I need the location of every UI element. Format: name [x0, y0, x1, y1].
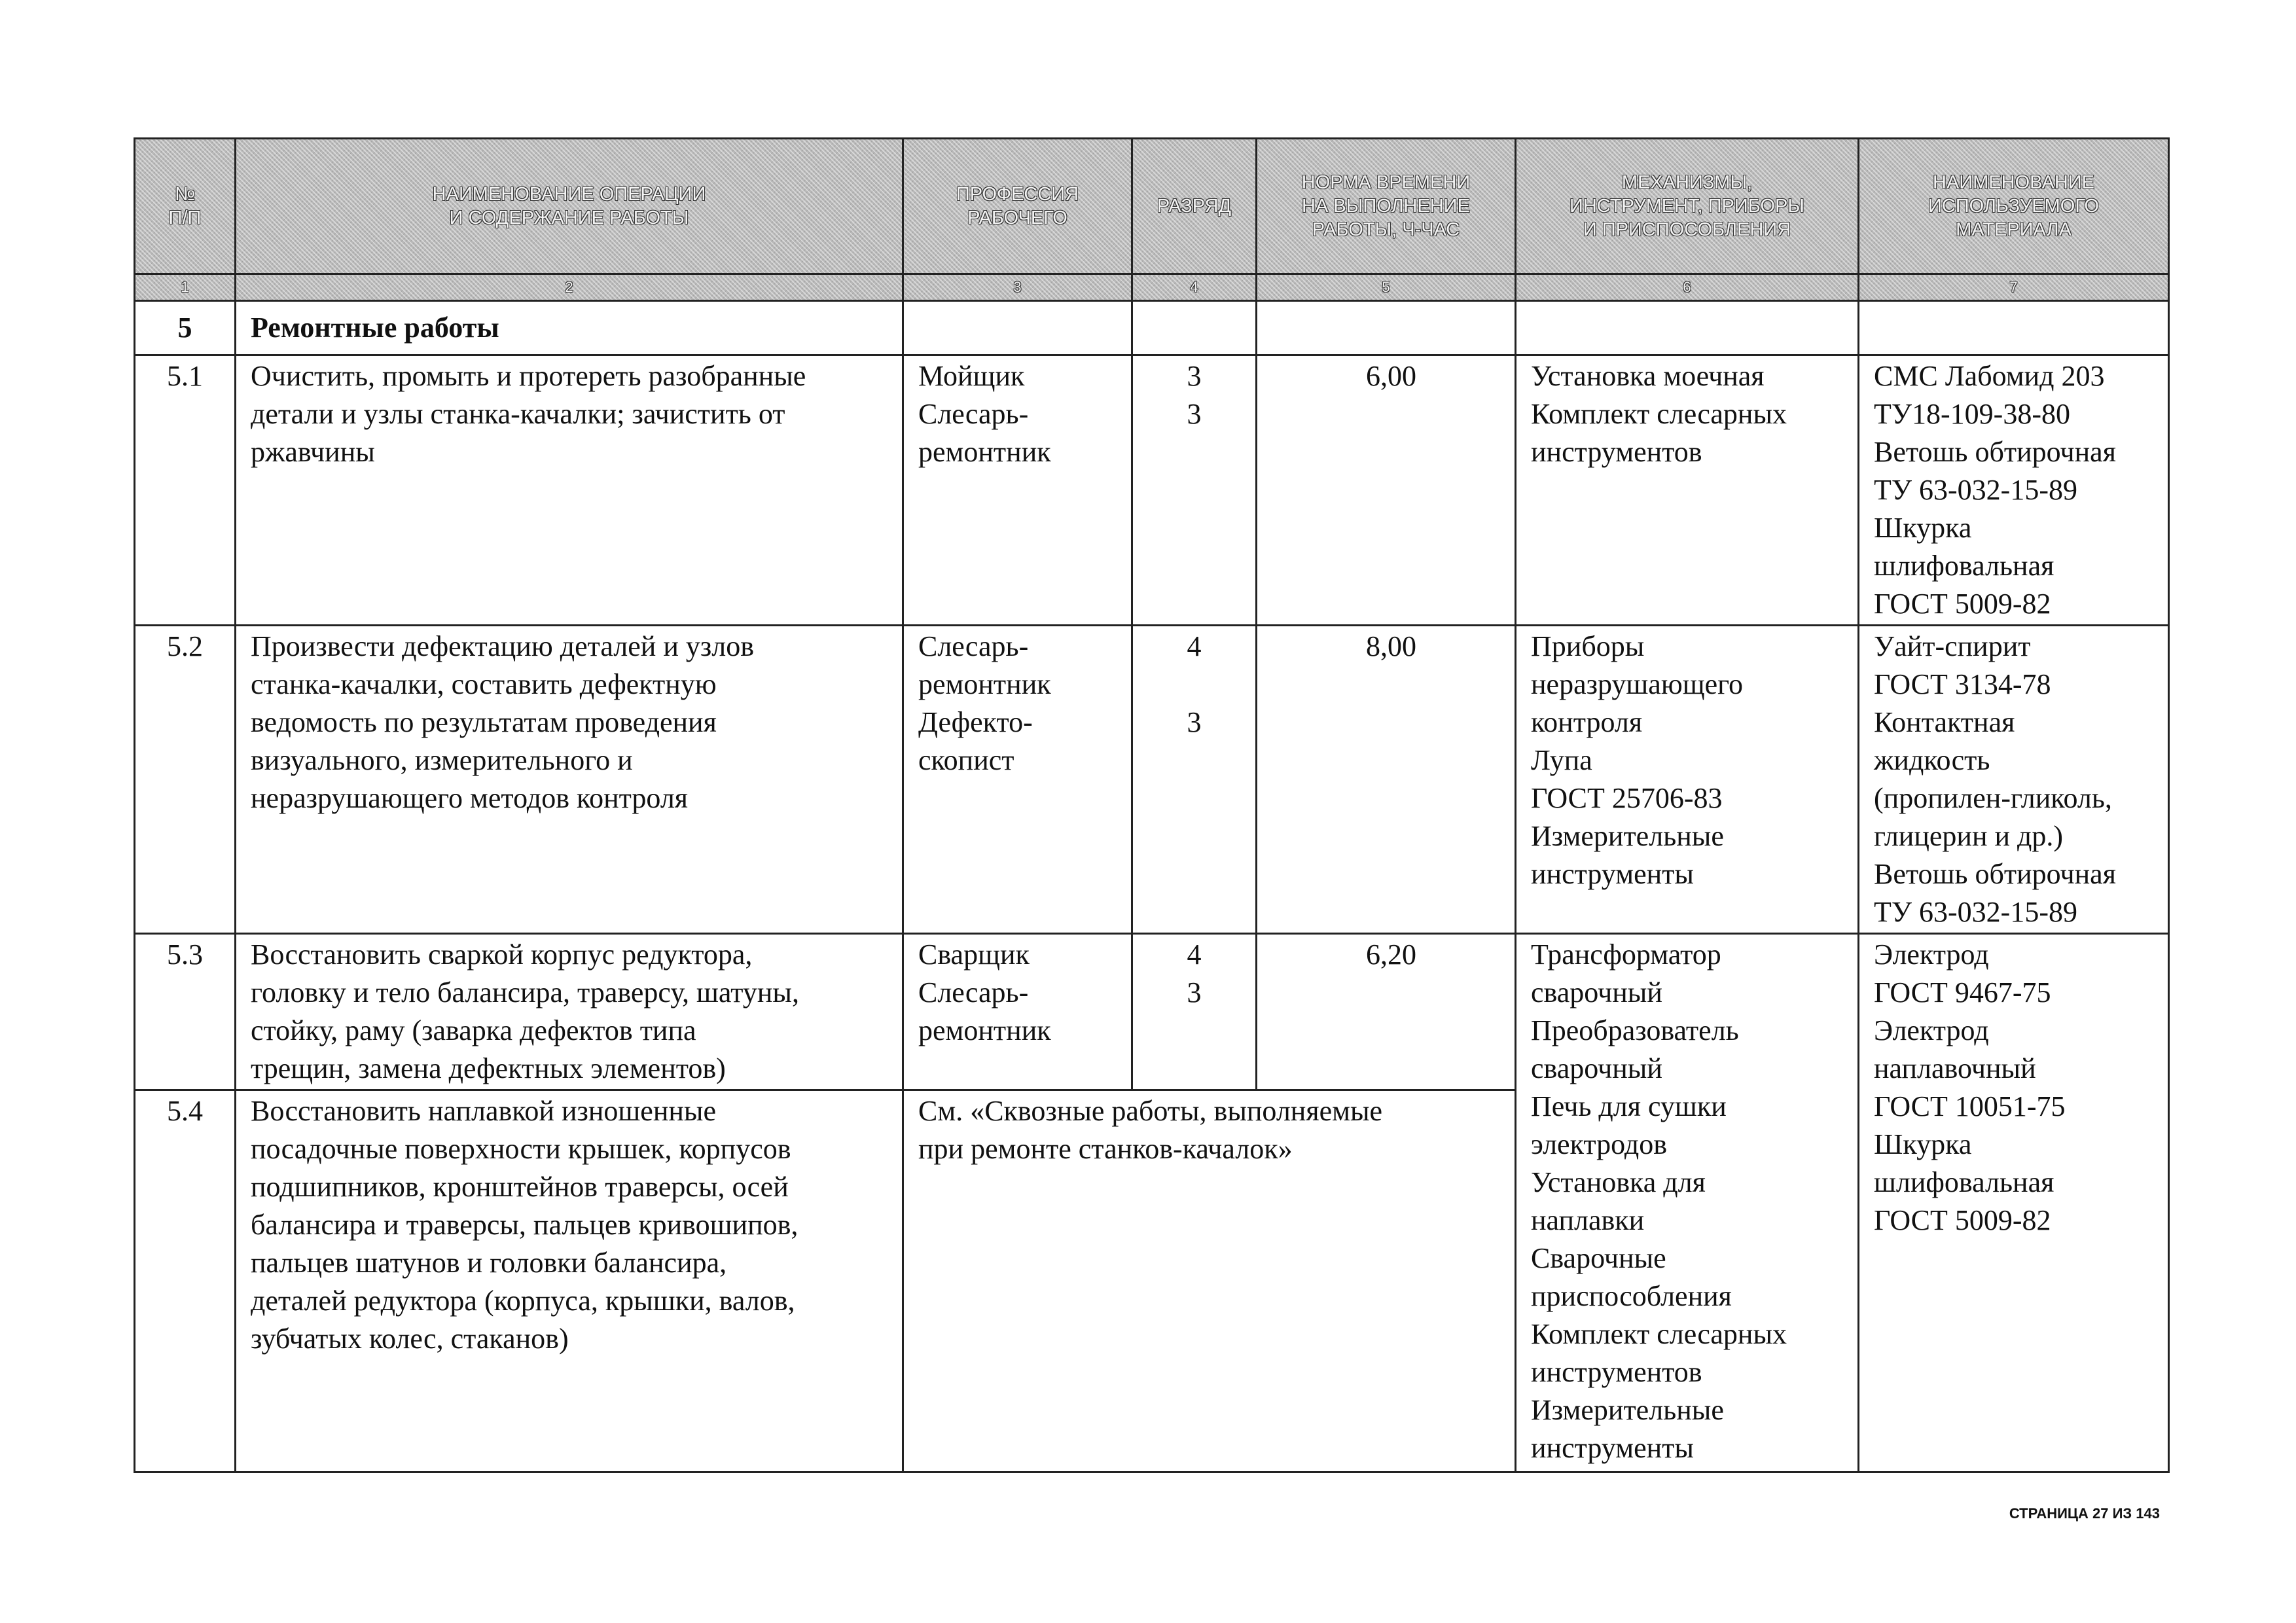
page-number-label: СТРАНИЦА 27 ИЗ 143 — [2009, 1505, 2160, 1522]
text-line: станка-качалки, составить дефектную — [251, 668, 717, 700]
text-line: зубчатых колес, стаканов) — [251, 1323, 569, 1355]
grade-value — [1132, 934, 1257, 1090]
text-line: ТУ18-109-38-80 — [1874, 398, 2070, 430]
text-line: головку и тело балансира, траверсу, шатуны, — [251, 976, 799, 1008]
grade-value — [1132, 626, 1257, 934]
text-line: Ветошь обтирочная — [1874, 436, 2116, 468]
text-line: ГОСТ 25706-83 — [1531, 782, 1723, 814]
column-number-row — [135, 274, 2169, 301]
header-text-line: П/П — [168, 207, 202, 228]
text-line: приспособления — [1531, 1280, 1732, 1312]
shared-materials-text — [1859, 934, 2169, 1472]
text-line: Электрод — [1874, 1014, 1989, 1046]
header-cell-operation — [236, 139, 903, 274]
column-number: 5 — [1257, 274, 1516, 301]
header-cell-profession — [903, 139, 1132, 274]
row-number: 5.3 — [135, 934, 236, 1090]
text-line: шлифовальная — [1874, 1166, 2054, 1198]
text-line: наплавки — [1531, 1204, 1645, 1236]
text-line: 3 — [1187, 360, 1202, 392]
empty-cell — [1859, 301, 2169, 355]
header-text-line: МАТЕРИАЛА — [1956, 219, 2072, 240]
text-line: наплавочный — [1874, 1052, 2036, 1084]
text-line: ремонтник — [918, 436, 1051, 468]
text-line: контроля — [1531, 706, 1643, 738]
text-line: ведомость по результатам проведения — [251, 706, 717, 738]
header-cell-materials — [1859, 139, 2169, 274]
table-row — [135, 626, 2169, 934]
materials-text — [1859, 626, 2169, 934]
header-text-line: РАБОЧЕГО — [967, 207, 1067, 228]
tools-text — [1516, 355, 1859, 626]
text-line: Шкурка — [1874, 512, 1972, 544]
text-line: ТУ 63-032-15-89 — [1874, 896, 2077, 928]
text-line: Уайт-спирит — [1874, 630, 2031, 662]
text-line: Восстановить сваркой корпус редуктора, — [251, 938, 753, 971]
text-line: Произвести дефектацию деталей и узлов — [251, 630, 754, 662]
header-cell-grade — [1132, 139, 1257, 274]
text-line: неразрушающего методов контроля — [251, 782, 689, 814]
text-line: инструментов — [1531, 436, 1702, 468]
text-line: Контактная — [1874, 706, 2015, 738]
text-line: подшипников, кронштейнов траверсы, осей — [251, 1171, 789, 1203]
text-line: Дефекто- — [918, 706, 1033, 738]
header-text-line: ИСПОЛЬЗУЕМОГО — [1928, 196, 2099, 217]
tools-text — [1516, 626, 1859, 934]
text-line: 3 — [1187, 976, 1202, 1008]
row-number: 5.4 — [135, 1090, 236, 1472]
section-number: 5 — [135, 301, 236, 355]
profession-text — [903, 934, 1132, 1090]
operation-text — [236, 1090, 903, 1472]
operation-text — [236, 355, 903, 626]
text-line: жидкость — [1874, 744, 1990, 776]
text-line: Слесарь- — [918, 976, 1029, 1008]
text-line: сварочный — [1531, 976, 1662, 1008]
text-line: ремонтник — [918, 1014, 1051, 1046]
see-also-reference — [903, 1090, 1516, 1472]
text-line: Установка для — [1531, 1166, 1706, 1198]
empty-cell — [1132, 301, 1257, 355]
text-line: Электрод — [1874, 938, 1989, 971]
operation-text — [236, 934, 903, 1090]
text-line: См. «Сквозные работы, выполняемые — [918, 1095, 1383, 1127]
column-number: 6 — [1516, 274, 1859, 301]
text-line: ГОСТ 10051-75 — [1874, 1090, 2066, 1122]
text-line: шлифовальная — [1874, 550, 2054, 582]
text-line: 3 — [1187, 706, 1202, 738]
empty-cell — [1257, 301, 1516, 355]
header-text-line: ПРОФЕССИЯ — [956, 184, 1079, 205]
text-line: Восстановить наплавкой изношенные — [251, 1095, 717, 1127]
text-line: балансира и траверсы, пальцев кривошипов, — [251, 1209, 798, 1241]
text-line: пальцев шатунов и головки балансира, — [251, 1247, 727, 1279]
table-row — [135, 934, 2169, 1090]
header-cell-time-norm — [1257, 139, 1516, 274]
column-number: 7 — [1859, 274, 2169, 301]
header-text-line: НОРМА ВРЕМЕНИ — [1301, 172, 1471, 193]
text-line: ржавчины — [251, 436, 375, 468]
text-line: Печь для сушки — [1531, 1090, 1727, 1122]
text-line: посадочные поверхности крышек, корпусов — [251, 1133, 791, 1165]
text-line: ТУ 63-032-15-89 — [1874, 474, 2077, 506]
header-text-line: И ПРИСПОСОБЛЕНИЯ — [1583, 219, 1791, 240]
text-line: Измерительные — [1531, 1394, 1724, 1426]
text-line: Комплект слесарных — [1531, 1318, 1787, 1350]
text-line: 4 — [1187, 938, 1202, 971]
text-line: детали и узлы станка-качалки; зачистить от — [251, 398, 785, 430]
text-line: визуального, измерительного и — [251, 744, 633, 776]
row-number: 5.2 — [135, 626, 236, 934]
text-line: Очистить, промыть и протереть разобранные — [251, 360, 806, 392]
header-cell-num — [135, 139, 236, 274]
column-number: 4 — [1132, 274, 1257, 301]
text-line: ГОСТ 9467-75 — [1874, 976, 2051, 1008]
text-line: Ветошь обтирочная — [1874, 858, 2116, 890]
text-line: 4 — [1187, 630, 1202, 662]
text-line: стойку, раму (заварка дефектов типа — [251, 1014, 696, 1046]
profession-text — [903, 626, 1132, 934]
text-line: Преобразователь — [1531, 1014, 1739, 1046]
header-cell-tools — [1516, 139, 1859, 274]
shared-tools-text — [1516, 934, 1859, 1472]
header-text-line: РАЗРЯД — [1157, 196, 1232, 217]
text-line: ГОСТ 5009-82 — [1874, 588, 2051, 620]
section-row — [135, 301, 2169, 355]
empty-cell — [903, 301, 1132, 355]
table-row — [135, 355, 2169, 626]
time-norm-value: 8,00 — [1257, 626, 1516, 934]
header-text-line: НА ВЫПОЛНЕНИЕ — [1302, 196, 1470, 217]
column-number: 2 — [236, 274, 903, 301]
text-line: Мойщик — [918, 360, 1025, 392]
text-line: Комплект слесарных — [1531, 398, 1787, 430]
text-line: инструментов — [1531, 1356, 1702, 1388]
text-line: глицерин и др.) — [1874, 820, 2064, 852]
text-line: Трансформатор — [1531, 938, 1721, 971]
row-number: 5.1 — [135, 355, 236, 626]
operation-text — [236, 626, 903, 934]
header-text-line: ИНСТРУМЕНТ, ПРИБОРЫ — [1570, 196, 1804, 217]
grade-value — [1132, 355, 1257, 626]
text-line: Шкурка — [1874, 1128, 1972, 1160]
header-text-line: И СОДЕРЖАНИЕ РАБОТЫ — [449, 207, 689, 228]
text-line: трещин, замена дефектных элементов) — [251, 1052, 726, 1084]
operations-table — [134, 137, 2170, 1473]
header-text-line: МЕХАНИЗМЫ, — [1621, 172, 1753, 193]
text-line: Лупа — [1531, 744, 1592, 776]
header-text-line: НАИМЕНОВАНИЕ — [1933, 172, 2094, 193]
header-row — [135, 139, 2169, 274]
text-line: Установка моечная — [1531, 360, 1765, 392]
text-line: (пропилен-гликоль, — [1874, 782, 2112, 814]
time-norm-value: 6,20 — [1257, 934, 1516, 1090]
text-line: Слесарь- — [918, 630, 1029, 662]
text-line: деталей редуктора (корпуса, крышки, валов, — [251, 1285, 795, 1317]
text-line: инструменты — [1531, 858, 1694, 890]
text-line: при ремонте станков-качалок» — [918, 1133, 1293, 1165]
text-line: ремонтник — [918, 668, 1051, 700]
text-line: ГОСТ 5009-82 — [1874, 1204, 2051, 1236]
materials-text — [1859, 355, 2169, 626]
text-line: СМС Лабомид 203 — [1874, 360, 2105, 392]
text-line: сварочный — [1531, 1052, 1662, 1084]
text-line: Приборы — [1531, 630, 1645, 662]
header-text-line: № — [174, 184, 196, 205]
column-number: 3 — [903, 274, 1132, 301]
profession-text — [903, 355, 1132, 626]
column-number: 1 — [135, 274, 236, 301]
text-line: Измерительные — [1531, 820, 1724, 852]
header-text-line: РАБОТЫ, Ч-ЧАС — [1312, 219, 1460, 240]
text-line: ГОСТ 3134-78 — [1874, 668, 2051, 700]
empty-cell — [1516, 301, 1859, 355]
header-text-line: НАИМЕНОВАНИЕ ОПЕРАЦИИ — [432, 184, 706, 205]
text-line: неразрушающего — [1531, 668, 1744, 700]
time-norm-value: 6,00 — [1257, 355, 1516, 626]
text-line: 3 — [1187, 398, 1202, 430]
text-line: инструменты — [1531, 1432, 1694, 1464]
text-line: скопист — [918, 744, 1014, 776]
text-line: электродов — [1531, 1128, 1668, 1160]
text-line: Сварщик — [918, 938, 1030, 971]
section-title: Ремонтные работы — [236, 301, 903, 355]
text-line: Слесарь- — [918, 398, 1029, 430]
text-line: Сварочные — [1531, 1242, 1666, 1274]
